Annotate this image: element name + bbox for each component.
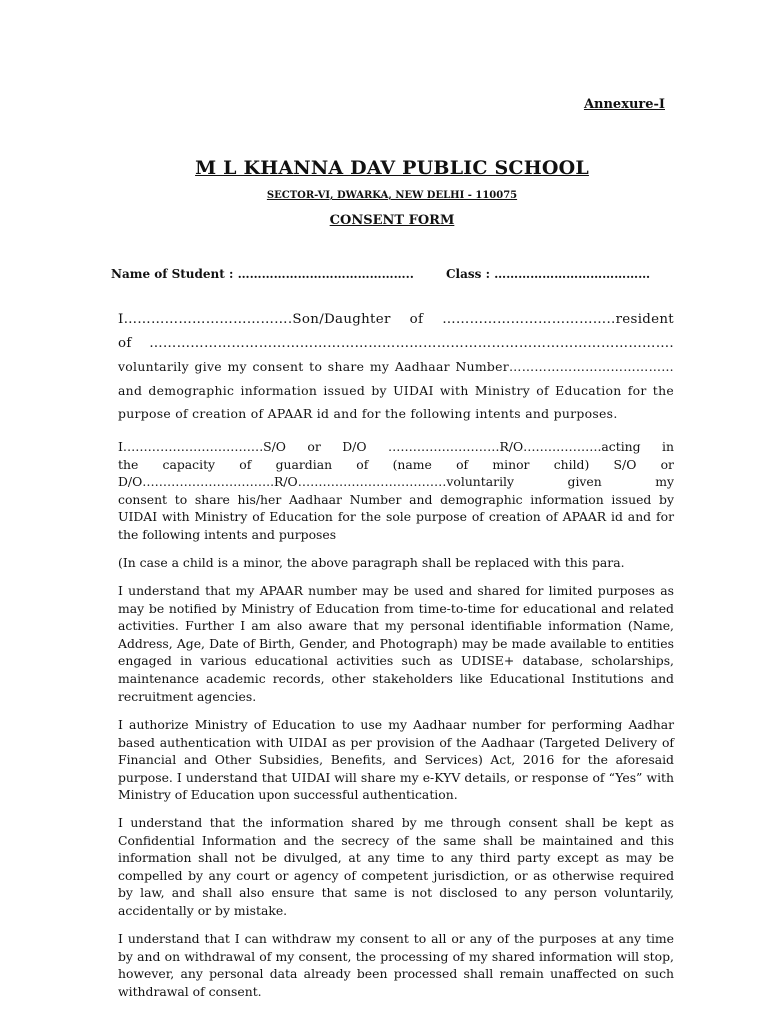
consent-paragraph-self — [118, 308, 674, 426]
confidentiality-paragraph: I understand that the information shared by me through consent shall be kept as Confidential Information and the secrecy of the same shall be maintained and this information shall not be divulged, at any time to any third party except as may be compelled by any court or agency of competent jurisdiction, or as otherwise required by law, and shall also ensure that same is not disclosed to any person voluntarily, accidentally or by mistake. — [118, 815, 674, 918]
school-address: SECTOR-VI, DWARKA, NEW DELHI - 110075 — [266, 190, 518, 201]
apaar-usage-paragraph: I understand that my APAAR number may be used and shared for limited purposes as may be notified by Ministry of Education from time-to-time for educational and related activities. Further I am also aware that my personal identifiable information (Name, Address, Age, Date of Birth, Gender, and Photograph) may be made available to entities engaged in various educational activities such as UDISE+ database, scholarships, maintenance academic records, other stakeholders like Educational Institutions and recruitment agencies. — [118, 583, 674, 704]
paragraph-line: and demographic information issued by UIDAI with Ministry of Education for the — [118, 382, 674, 398]
class-field: Class : ………………………………… — [446, 267, 651, 281]
paragraph-line: voluntarily give my consent to share my Aadhaar Number………………………………… — [118, 359, 674, 374]
paragraph-line: I……………………………….Son/Daughter of ………………………………..resident — [118, 312, 674, 327]
school-name-heading: M L KHANNA DAV PUBLIC SCHOOL — [195, 157, 589, 179]
paragraph-line: D/O…………………………..R/O………………………………voluntarily given my — [118, 474, 674, 490]
paragraph-line: of ……………………………………………………………………………………………………. — [118, 335, 674, 351]
withdrawal-paragraph: I understand that I can withdraw my consent to all or any of the purposes at any time by and on withdrawal of my consent, the processing of my shared information will stop, however, any personal data already been processed shall remain unaffected on such withdrawal of consent. — [118, 931, 674, 999]
paragraph-text: consent to share his/her Aadhaar Number and demographic information issued by UIDAI with Ministry of Education for the sole purpose of creation of APAAR id and for the following intents and purposes — [118, 491, 674, 542]
paragraph-line: purpose of creation of APAAR id and for the following intents and purposes. — [118, 406, 618, 421]
annexure-label: Annexure-I — [583, 97, 665, 112]
form-title: CONSENT FORM — [329, 213, 455, 228]
paragraph-line: the capacity of guardian of (name of minor child) S/O or — [118, 456, 674, 472]
consent-paragraph-guardian — [118, 438, 674, 544]
authentication-paragraph: I authorize Ministry of Education to use my Aadhaar number for performing Aadhar based authentication with UIDAI as per provision of the Aadhaar (Targeted Delivery of Financial and Other Subsidies, Benefits, and Services) Act, 2016 for the aforesaid purpose. I understand that UIDAI will share my e-KYV details, or response of “Yes” with Ministry of Education upon successful authentication. — [118, 717, 674, 803]
student-name-field: Name of Student : …………………………………….. — [111, 267, 414, 281]
minor-note-paragraph: (In case a child is a minor, the above paragraph shall be replaced with this para. — [118, 555, 625, 570]
paragraph-line: I…………………………….S/O or D/O ………………………R/O……………….acting in — [118, 439, 674, 454]
